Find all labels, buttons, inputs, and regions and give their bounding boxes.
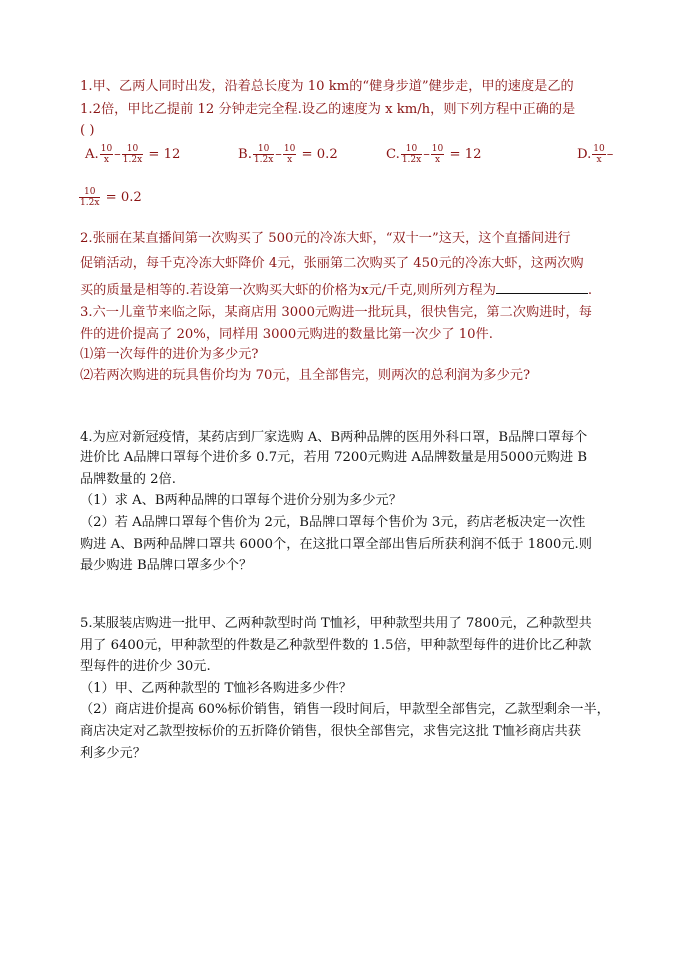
q2-line-3: 买的质量是相等的.若设第一次购买大虾的价格为x元/千克,则所列方程为 . bbox=[80, 279, 592, 301]
q1-option-a: A. $\frac{10}{x}$ – $\frac{10}{1.2x}$ = 12 bbox=[85, 144, 181, 165]
fraction: $\frac{10}{x}$ bbox=[283, 144, 296, 165]
q2-line-2: 促销活动，每千克冷冻大虾降价 4元，张丽第二次购买了 450元的冷冻大虾，这两次购 bbox=[80, 256, 584, 271]
q3-line-1: 3.六一儿童节来临之际，某商店用 3000元购进一批玩具，很快售完，第二次购进时，每 bbox=[80, 305, 592, 320]
answer-blank bbox=[496, 279, 588, 294]
q5-line-3: 型每件的进价少 30元. bbox=[80, 659, 211, 674]
fraction: $\frac{10}{x}$ bbox=[100, 144, 113, 165]
q3-line-2: 件的进价提高了 20%，同样用 3000元购进的数量比第一次少了 10件. bbox=[80, 327, 493, 342]
q5-line-7: 利多少元？ bbox=[80, 746, 146, 761]
q5-line-6: 商店决定对乙款型按标价的五折降价销售，很快全部售完，求售完这批 T恤衫商店共获 bbox=[80, 724, 581, 739]
q4-line-3: 品牌数量的 2倍. bbox=[80, 472, 176, 487]
fraction: $\frac{10}{1.2x}$ bbox=[401, 144, 422, 165]
q5-line-2: 用了 6400元，甲种款型的件数是乙种款型件数的 1.5倍，甲种款型每件的进价比乙种款 bbox=[80, 638, 592, 653]
q3-line-3: ⑴第一次每件的进价为多少元? bbox=[80, 347, 259, 362]
q4-line-6: 购进 A、B两种品牌口罩共 6000个，在这批口罩全部出售后所获利润不低于 1800元.则 bbox=[80, 537, 592, 552]
fraction: $\frac{10}{x}$ bbox=[431, 144, 444, 165]
q1-option-d: D. $\frac{10}{x}$ – bbox=[577, 144, 614, 165]
q5-line-4: （1）甲、乙两种款型的 T恤衫各购进多少件？ bbox=[80, 681, 352, 696]
q1-line-1: 1.甲、乙两人同时出发，沿着总长度为 10 km的“健身步道”健步走，甲的速度是乙的 bbox=[80, 79, 574, 94]
q4-line-5: （2）若 A品牌口罩每个售价为 2元，B品牌口罩每个售价为 3元，药店老板决定一次性 bbox=[80, 515, 586, 530]
fraction: $\frac{10}{x}$ bbox=[593, 144, 605, 165]
q4-line-1: 4.为应对新冠疫情，某药店到厂家选购 A、B两种品牌的医用外科口罩，B品牌口罩每个 bbox=[80, 430, 588, 445]
q4-line-4: （1）求 A、B两种品牌的口罩每个进价分别为多少元？ bbox=[80, 493, 402, 508]
q1-line-3: ( ) bbox=[80, 123, 95, 138]
q5-line-1: 5.某服装店购进一批甲、乙两种款型时尚 T恤衫，甲种款型共用了 7800元，乙种款型共 bbox=[80, 616, 592, 631]
q4-line-7: 最少购进 B品牌口罩多少个？ bbox=[80, 558, 253, 573]
q1-option-d-continued: $\frac{10}{1.2x}$ = 0.2 bbox=[80, 187, 142, 208]
fraction: $\frac{10}{1.2x}$ bbox=[80, 187, 100, 208]
q1-option-b: B. $\frac{10}{1.2x}$ – $\frac{10}{x}$ = 0.2 bbox=[238, 144, 338, 165]
q3-line-4: ⑵若两次购进的玩具售价均为 70元，且全部售完，则两次的总利润为多少元? bbox=[80, 368, 531, 383]
q2-line-1: 2.张丽在某直播间第一次购买了 500元的冷冻大虾，“双十一”这天，这个直播间进行 bbox=[80, 231, 571, 246]
q4-line-2: 进价比 A品牌口罩每个进价多 0.7元，若用 7200元购进 A品牌数量是用5000元购进 B bbox=[80, 450, 588, 465]
fraction: $\frac{10}{1.2x}$ bbox=[122, 144, 143, 165]
q1-line-2: 1.2倍，甲比乙提前 12 分钟走完全程.设乙的速度为 x km/h，则下列方程中正确的是 bbox=[80, 102, 576, 117]
q1-option-c: C. $\frac{10}{1.2x}$ – $\frac{10}{x}$ = 12 bbox=[386, 144, 482, 165]
fraction: $\frac{10}{1.2x}$ bbox=[253, 144, 274, 165]
q5-line-5: （2）商店进价提高 60%标价销售，销售一段时间后，甲款型全部售完，乙款型剩余一半， bbox=[80, 702, 610, 717]
